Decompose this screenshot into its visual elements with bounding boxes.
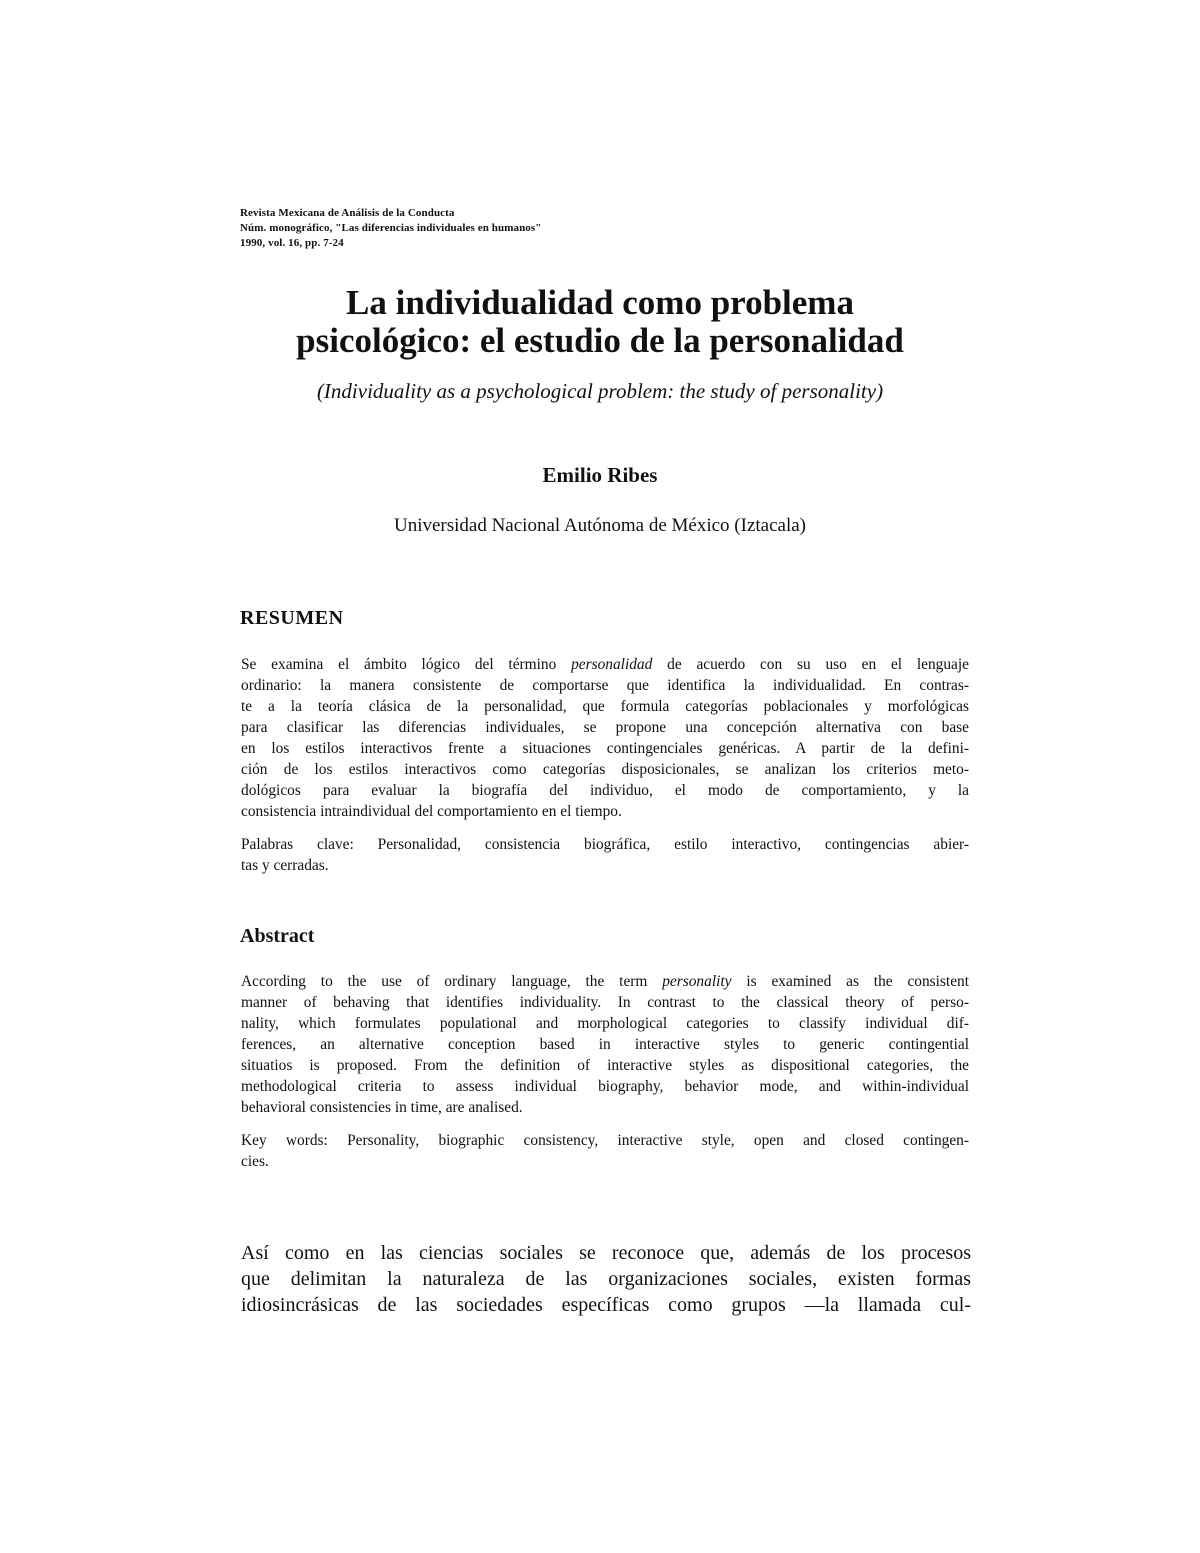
resumen-line: consistencia intraindividual del comportamiento en el tiempo. — [241, 803, 622, 820]
abstract-body — [241, 971, 969, 1118]
journal-issue: Núm. monográfico, "Las diferencias individuales en humanos" — [240, 222, 542, 234]
resumen-heading: RESUMEN — [240, 607, 344, 629]
abstract-term: personality — [662, 973, 732, 990]
title-line-1: La individualidad como problema — [346, 283, 854, 322]
title-line-2: psicológico: el estudio de la personalidad — [296, 321, 904, 360]
journal-citation: 1990, vol. 16, pp. 7-24 — [240, 237, 344, 249]
body-line: Así como en las ciencias sociales se reconoce que, además de los procesos — [241, 1242, 971, 1264]
abstract-line: manner of behaving that identifies individuality. In contrast to the classical theory of perso- — [241, 994, 969, 1011]
abstract-line: methodological criteria to assess individual biography, behavior mode, and within-individual — [241, 1078, 969, 1095]
paper-subtitle: (Individuality as a psychological problem: the study of personality) — [316, 379, 884, 403]
body-line: que delimitan la naturaleza de las organizaciones sociales, existen formas — [241, 1268, 971, 1290]
journal-name: Revista Mexicana de Análisis de la Conducta — [240, 207, 455, 219]
journal-header — [240, 206, 542, 251]
resumen-line: ordinario: la manera consistente de comportarse que identifica la individualidad. En contras- — [241, 677, 969, 694]
body-line: idiosincrásicas de las sociedades específicas como grupos —la llamada cul- — [241, 1294, 971, 1316]
body-paragraph — [241, 1240, 971, 1318]
abstract-line: behavioral consistencies in time, are analised. — [241, 1099, 523, 1116]
abstract-line: ferences, an alternative conception based in interactive styles to generic contingential — [241, 1036, 969, 1053]
resumen-keywords — [241, 834, 969, 876]
resumen-line — [241, 654, 969, 675]
author-name: Emilio Ribes — [542, 463, 658, 487]
resumen-keywords-line: Palabras clave: Personalidad, consistencia biográfica, estilo interactivo, contingencias abier- — [241, 836, 969, 853]
abstract-keywords-line: cies. — [241, 1153, 269, 1170]
resumen-line: dológicos para evaluar la biografía del individuo, el modo de comportamiento, y la — [241, 782, 969, 799]
resumen-line: ción de los estilos interactivos como categorías disposicionales, se analizan los criterios meto- — [241, 761, 969, 778]
resumen-body — [241, 654, 969, 822]
author-affiliation: Universidad Nacional Autónoma de México (Iztacala) — [393, 515, 807, 536]
abstract-line: situatios is proposed. From the definition of interactive styles as dispositional categories, the — [241, 1057, 969, 1074]
resumen-keywords-line: tas y cerradas. — [241, 857, 329, 874]
abstract-heading: Abstract — [240, 925, 315, 947]
resumen-term: personalidad — [571, 656, 653, 673]
abstract-keywords-line: Key words: Personality, biographic consistency, interactive style, open and closed contingen- — [241, 1132, 969, 1149]
abstract-line — [241, 971, 969, 992]
abstract-line: nality, which formulates populational and morphological categories to classify individual dif- — [241, 1015, 969, 1032]
abstract-text: According to the use of ordinary language, the term — [241, 973, 663, 990]
resumen-text: Se examina el ámbito lógico del término — [241, 656, 572, 673]
paper-title — [180, 284, 1020, 360]
abstract-text: is examined as the consistent — [731, 973, 969, 990]
resumen-text: de acuerdo con su uso en el lenguaje — [652, 656, 969, 673]
abstract-keywords — [241, 1130, 969, 1172]
resumen-line: para clasificar las diferencias individuales, se propone una concepción alternativa con base — [241, 719, 969, 736]
resumen-line: te a la teoría clásica de la personalidad, que formula categorías poblacionales y morfológicas — [241, 698, 969, 715]
resumen-line: en los estilos interactivos frente a situaciones contingenciales genéricas. A partir de la defini- — [241, 740, 969, 757]
